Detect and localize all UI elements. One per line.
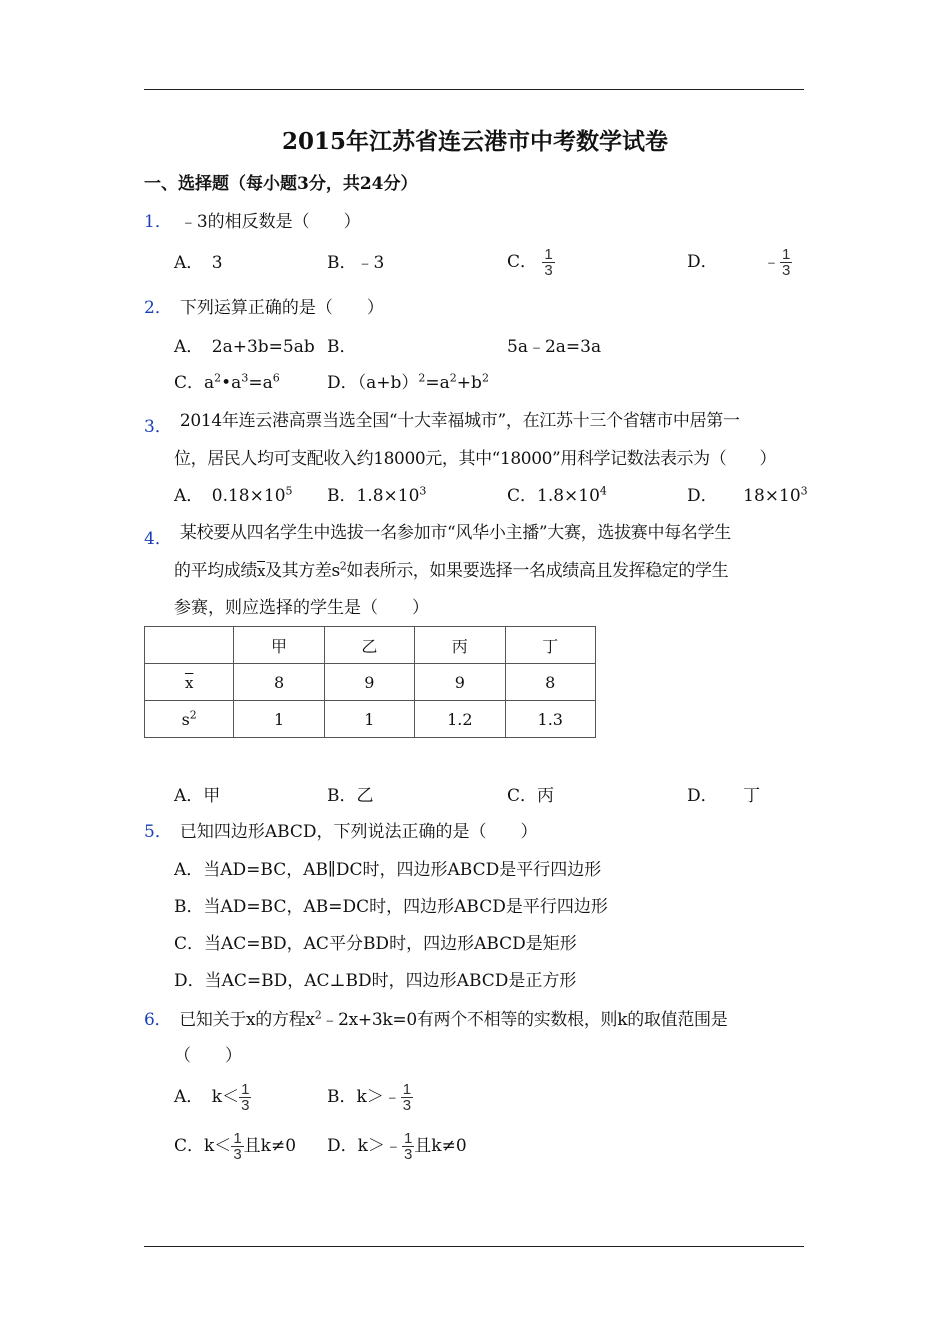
expr-part: C．1.8×10: [507, 486, 600, 506]
section-heading: 一、选择题（每小题3分，共24分）: [144, 174, 418, 194]
q1-option-d: [687, 244, 792, 280]
q3-option-b: [327, 485, 426, 507]
bottom-rule: [144, 1246, 804, 1247]
q4-option-a: A．甲: [174, 786, 221, 806]
expr-part: B．1.8×10: [327, 486, 420, 506]
expr-part: +b: [456, 373, 482, 393]
exponent: 2: [189, 708, 197, 722]
table-header-cell: [145, 627, 234, 664]
q6-option-c: [174, 1128, 296, 1164]
stem-text: 已知关于x的方程x: [179, 1010, 315, 1030]
exponent: 3: [241, 371, 249, 385]
q2-option-c: [174, 372, 280, 394]
top-rule: [144, 89, 804, 90]
exponent: 2: [449, 371, 457, 385]
q3-option-d: [687, 485, 808, 507]
q5-option-b: B．当AD=BC，AB=DC时，四边形ABCD是平行四边形: [174, 897, 608, 917]
q2-option-d: [327, 372, 489, 394]
stem-text: 2014年连云港高票当选全国“十大幸福城市”，在江苏十三个省辖市中居第一: [179, 411, 740, 431]
exponent: 5: [285, 484, 293, 498]
question-4-line2: [174, 560, 806, 582]
q6-option-d: [327, 1128, 467, 1164]
numerator: 1: [544, 246, 553, 263]
denominator: 3: [782, 262, 791, 279]
q3-option-a: [174, 485, 293, 507]
question-4-line3: 参赛，则应选择的学生是（ ）: [174, 598, 429, 618]
variance-symbol: s: [181, 709, 190, 729]
stem-text: 及其方差s: [265, 561, 340, 581]
table-cell: 8: [505, 664, 595, 701]
exponent: 6: [272, 371, 280, 385]
q1-option-b: B．﹣3: [327, 253, 385, 273]
q5-option-d: D．当AC=BD，AC⊥BD时，四边形ABCD是正方形: [174, 971, 577, 991]
fraction: [239, 1082, 251, 1113]
numerator: 1: [782, 246, 791, 263]
question-4-line1: [144, 522, 810, 550]
q4-option-d: D． 丁: [687, 786, 761, 806]
denominator: 3: [402, 1097, 412, 1114]
question-2-stem: [144, 297, 384, 319]
exponent: 3: [419, 484, 427, 498]
table-header-cell: 乙: [324, 627, 414, 664]
numerator: 1: [403, 1130, 413, 1147]
table-cell: 1: [234, 701, 324, 738]
fraction: [231, 1131, 243, 1162]
table-cell: 1: [324, 701, 414, 738]
table-header-cell: 甲: [234, 627, 324, 664]
denominator: 3: [544, 262, 553, 279]
q2-option-b-expr: 5a﹣2a=3a: [507, 337, 602, 357]
stem-text: 如表所示，如果要选择一名成绩高且发挥稳定的学生: [346, 561, 729, 581]
q3-option-c: [507, 485, 607, 507]
q2-option-a: A． 2a+3b=5ab: [174, 337, 315, 357]
expr-part: A． 0.18×10: [174, 486, 286, 506]
q1-option-c: [507, 244, 555, 280]
denominator: 3: [241, 1097, 250, 1114]
q6-option-b: [327, 1079, 413, 1115]
exponent: 4: [599, 484, 607, 498]
mean-symbol: $\overline{x}$: [184, 673, 194, 692]
question-number: 1．: [144, 212, 172, 232]
numerator: 1: [402, 1081, 412, 1098]
fraction: [780, 247, 792, 278]
question-6-stem: [144, 1009, 806, 1031]
expr-part: =a: [425, 373, 450, 393]
q4-option-b: B．乙: [327, 786, 374, 806]
stem-text: 的平均成绩: [174, 561, 257, 581]
question-6-answer-paren: （ ）: [174, 1046, 242, 1066]
stem-text: 某校要从四名学生中选拔一名参加市“风华小主播”大赛，选拔赛中每名学生: [179, 523, 732, 543]
fraction: [402, 1131, 414, 1162]
stem-text: 下列运算正确的是（ ）: [179, 298, 384, 318]
question-5-stem: [144, 821, 538, 843]
exponent: 3: [800, 484, 808, 498]
row-label-variance: [145, 701, 234, 738]
expr-part: •a: [221, 373, 242, 393]
fraction: [401, 1082, 413, 1113]
table-cell: 9: [415, 664, 505, 701]
question-number: 6．: [144, 1010, 172, 1030]
expr-part: 且k≠0: [414, 1136, 467, 1156]
exponent: 2: [418, 371, 426, 385]
expr-part: B．k＞﹣: [327, 1087, 401, 1107]
exponent: 2: [481, 371, 489, 385]
question-1-stem: [144, 211, 361, 233]
expr-part: C．k＜: [174, 1136, 232, 1156]
expr-part: 且k≠0: [243, 1136, 297, 1156]
q1-option-a: A． 3: [174, 253, 223, 273]
table-cell: 9: [324, 664, 414, 701]
question-number: 4．: [144, 529, 172, 549]
denominator: 3: [233, 1146, 242, 1163]
numerator: 1: [233, 1130, 242, 1147]
option-label: D．: [687, 252, 718, 272]
expr-part: D． 18×10: [687, 486, 801, 506]
table-cell: 8: [234, 664, 324, 701]
exponent: 2: [314, 1009, 322, 1022]
page-title: 2015年江苏省连云港市中考数学试卷: [281, 128, 668, 155]
table-cell: 1.2: [415, 701, 505, 738]
minus-sign: ﹣: [763, 252, 781, 272]
table-header-cell: 丙: [415, 627, 505, 664]
stem-text: ﹣3的相反数是（ ）: [179, 212, 361, 232]
expr-part: D．（a+b）: [327, 373, 419, 393]
table-header-cell: 丁: [505, 627, 595, 664]
row-label-mean: [145, 664, 234, 701]
q5-option-c: C．当AC=BD，AC平分BD时，四边形ABCD是矩形: [174, 934, 577, 954]
expr-part: C．a: [174, 373, 215, 393]
table-row: [145, 664, 596, 701]
q6-option-a: [174, 1079, 251, 1115]
q4-option-c: C．丙: [507, 786, 555, 806]
question-number: 5．: [144, 822, 172, 842]
numerator: 1: [241, 1081, 250, 1098]
expr-part: A． k＜: [174, 1087, 240, 1107]
denominator: 3: [403, 1146, 413, 1163]
table-row: [145, 701, 596, 738]
scores-table: [144, 626, 596, 738]
question-3-line1: [144, 410, 810, 438]
question-number: 3．: [144, 417, 172, 437]
fraction: [542, 247, 554, 278]
exponent: 2: [339, 560, 347, 573]
expr-part: =a: [248, 373, 273, 393]
question-3-line2: 位，居民人均可支配收入约18000元，其中“18000”用科学记数法表示为（ ）: [174, 449, 777, 469]
question-number: 2．: [144, 298, 172, 318]
stem-text: ﹣2x+3k=0有两个不相等的实数根，则k的取值范围是: [321, 1010, 728, 1030]
q2-option-b-label: B．: [327, 337, 357, 357]
table-cell: 1.3: [505, 701, 595, 738]
option-label: C．: [507, 252, 538, 272]
q5-option-a: A．当AD=BC，AB∥DC时，四边形ABCD是平行四边形: [174, 860, 602, 880]
exponent: 2: [214, 371, 222, 385]
stem-text: 已知四边形ABCD，下列说法正确的是（ ）: [179, 822, 538, 842]
expr-part: D．k＞﹣: [327, 1136, 402, 1156]
table-header-row: [145, 627, 596, 664]
mean-symbol: $\overline{x}$: [257, 562, 266, 580]
